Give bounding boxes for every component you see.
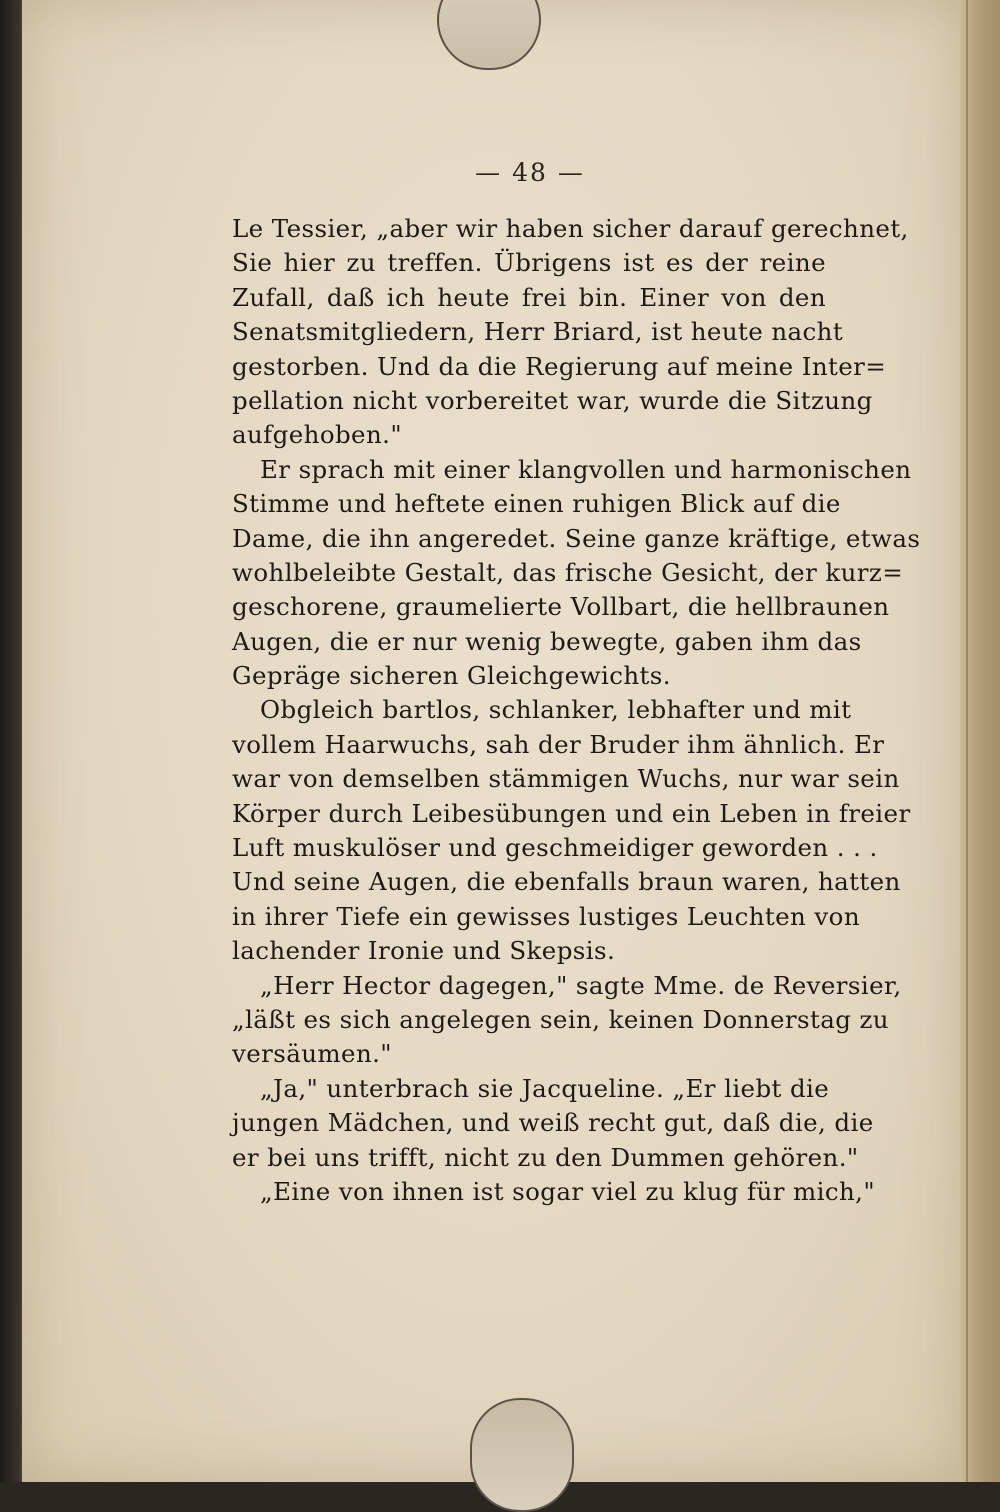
text-line: Gepräge sicheren Gleichgewichts.: [232, 661, 671, 691]
text-line: er bei uns trifft, nicht zu den Dummen gehören.": [232, 1142, 859, 1172]
body-text: [232, 212, 921, 1209]
text-line: Senatsmitgliedern, Herr Briard, ist heute nacht: [232, 317, 844, 347]
text-line: pellation nicht vorbereitet war, wurde die Sitzung: [232, 385, 873, 415]
text-line: in ihrer Tiefe ein gewisses lustiges Leuchten von: [232, 901, 860, 931]
text-line: Obgleich bartlos, schlanker, lebhafter und mit: [260, 695, 852, 725]
page-edge: [960, 0, 1000, 1482]
text-line: wohlbeleibte Gestalt, das frische Gesicht, der kurz=: [232, 557, 904, 587]
text-line: „Eine von ihnen ist sogar viel zu klug für mich,": [260, 1176, 876, 1206]
text-line: „Herr Hector dagegen," sagte Mme. de Reversier,: [260, 970, 902, 1000]
text-line: „Ja," unterbrach sie Jacqueline. „Er liebt die: [260, 1073, 830, 1103]
text-line: vollem Haarwuchs, sah der Bruder ihm ähnlich. Er: [232, 729, 885, 759]
text-line: geschorene, graumelierte Vollbart, die hellbraunen: [232, 592, 890, 622]
text-line: lachender Ironie und Skepsis.: [232, 936, 616, 966]
text-line: Augen, die er nur wenig bewegte, gaben ihm das: [232, 626, 862, 656]
text-line: Körper durch Leibesübungen und ein Leben in freier: [232, 798, 911, 828]
text-line: Stimme und heftete einen ruhigen Blick auf die: [232, 489, 841, 519]
text-line: „läßt es sich angelegen sein, keinen Donnerstag zu: [232, 1004, 889, 1034]
bottom-page-clip: [470, 1398, 574, 1512]
text-line: Dame, die ihn angeredet. Seine ganze kräftige, etwas: [232, 523, 921, 553]
text-line: Luft muskulöser und geschmeidiger geworden . . .: [232, 833, 878, 863]
text-line: Und seine Augen, die ebenfalls braun waren, hatten: [232, 867, 901, 897]
text-line: Sie hier zu treffen. Übrigens ist es der reine: [232, 248, 826, 278]
text-line: Er sprach mit einer klangvollen und harmonischen: [260, 454, 912, 484]
page-number: — 48 —: [475, 158, 585, 187]
text-line: versäumen.": [232, 1039, 392, 1069]
text-line: jungen Mädchen, und weiß recht gut, daß die, die: [232, 1108, 874, 1138]
text-line: gestorben. Und da die Regierung auf meine Inter=: [232, 351, 887, 381]
text-line: Le Tessier, „aber wir haben sicher darauf gerechnet,: [232, 214, 909, 243]
text-line: war von demselben stämmigen Wuchs, nur war sein: [232, 764, 900, 794]
text-line: aufgehoben.": [232, 420, 402, 450]
text-line: Zufall, daß ich heute frei bin. Einer von den: [232, 282, 826, 312]
